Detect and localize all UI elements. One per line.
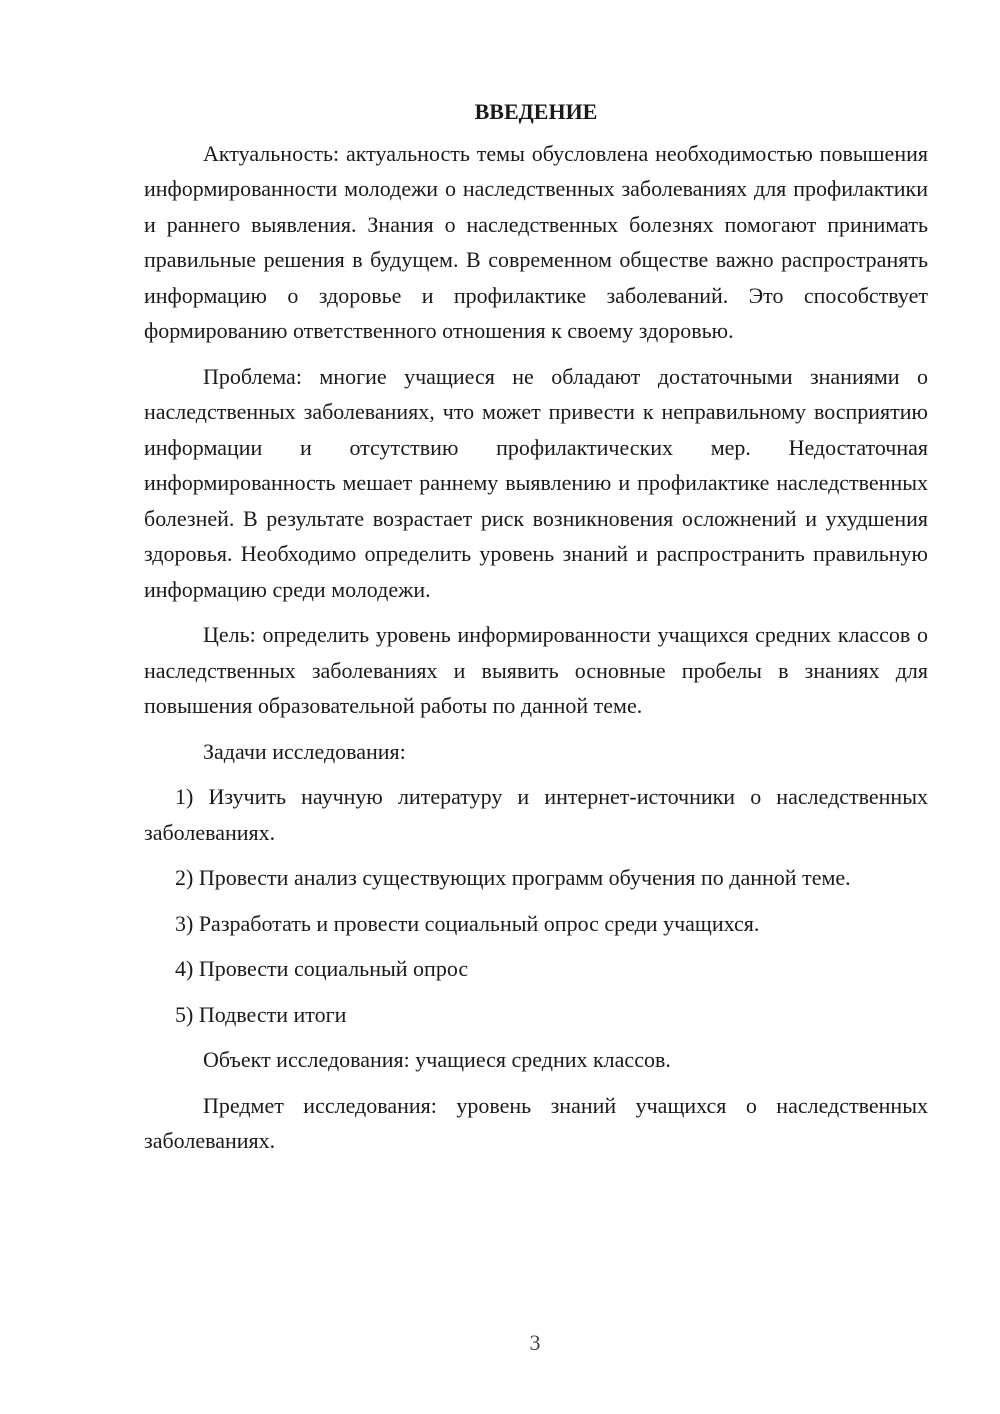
- task-item-1: 1) Изучить научную литературу и интернет-источники о наследственных заболеваниях.: [144, 784, 928, 845]
- paragraph-tasks-heading: Задачи исследования:: [203, 738, 406, 764]
- page-number: 3: [529, 1330, 541, 1355]
- task-item-2: 2) Провести анализ существующих программ обучения по данной теме.: [175, 865, 851, 890]
- paragraph-object: Объект исследования: учащиеся средних классов.: [203, 1047, 671, 1072]
- paragraph-relevance: Актуальность: актуальность темы обусловлена необходимостью повышения информированности молодежи о наследственных заболеваниях для профилактики и раннего выявления. Знания о наследственных болезнях помогают принимать правильные решения в будущем. В современном обществе важно распространять информацию о здоровье и профилактике заболеваний. Это способствует формированию ответственного отношения к своему здоровью.: [144, 140, 928, 343]
- paragraph-subject: Предмет исследования: уровень знаний учащихся о наследственных заболеваниях.: [144, 1092, 928, 1153]
- task-item-5: 5) Подвести итоги: [175, 1001, 347, 1027]
- section-title: ВВЕДЕНИЕ: [474, 99, 598, 124]
- paragraph-goal: Цель: определить уровень информированности учащихся средних классов о наследственных заболеваниях и выявить основные пробелы в знаниях для повышения образовательной работы по данной теме.: [144, 622, 928, 718]
- task-item-4: 4) Провести социальный опрос: [175, 956, 469, 981]
- paragraph-problem: Проблема: многие учащиеся не обладают достаточными знаниями о наследственных заболеваниях, что может привести к неправильному восприятию информации и отсутствию профилактических мер. Недостаточная информированность мешает раннему выявлению и профилактике наследственных болезней. В результате возрастает риск возникновения осложнений и ухудшения здоровья. Необходимо определить уровень знаний и распространить правильную информацию среди молодежи.: [144, 363, 928, 602]
- task-item-3: 3) Разработать и провести социальный опрос среди учащихся.: [175, 910, 760, 936]
- page-body: [144, 94, 928, 1169]
